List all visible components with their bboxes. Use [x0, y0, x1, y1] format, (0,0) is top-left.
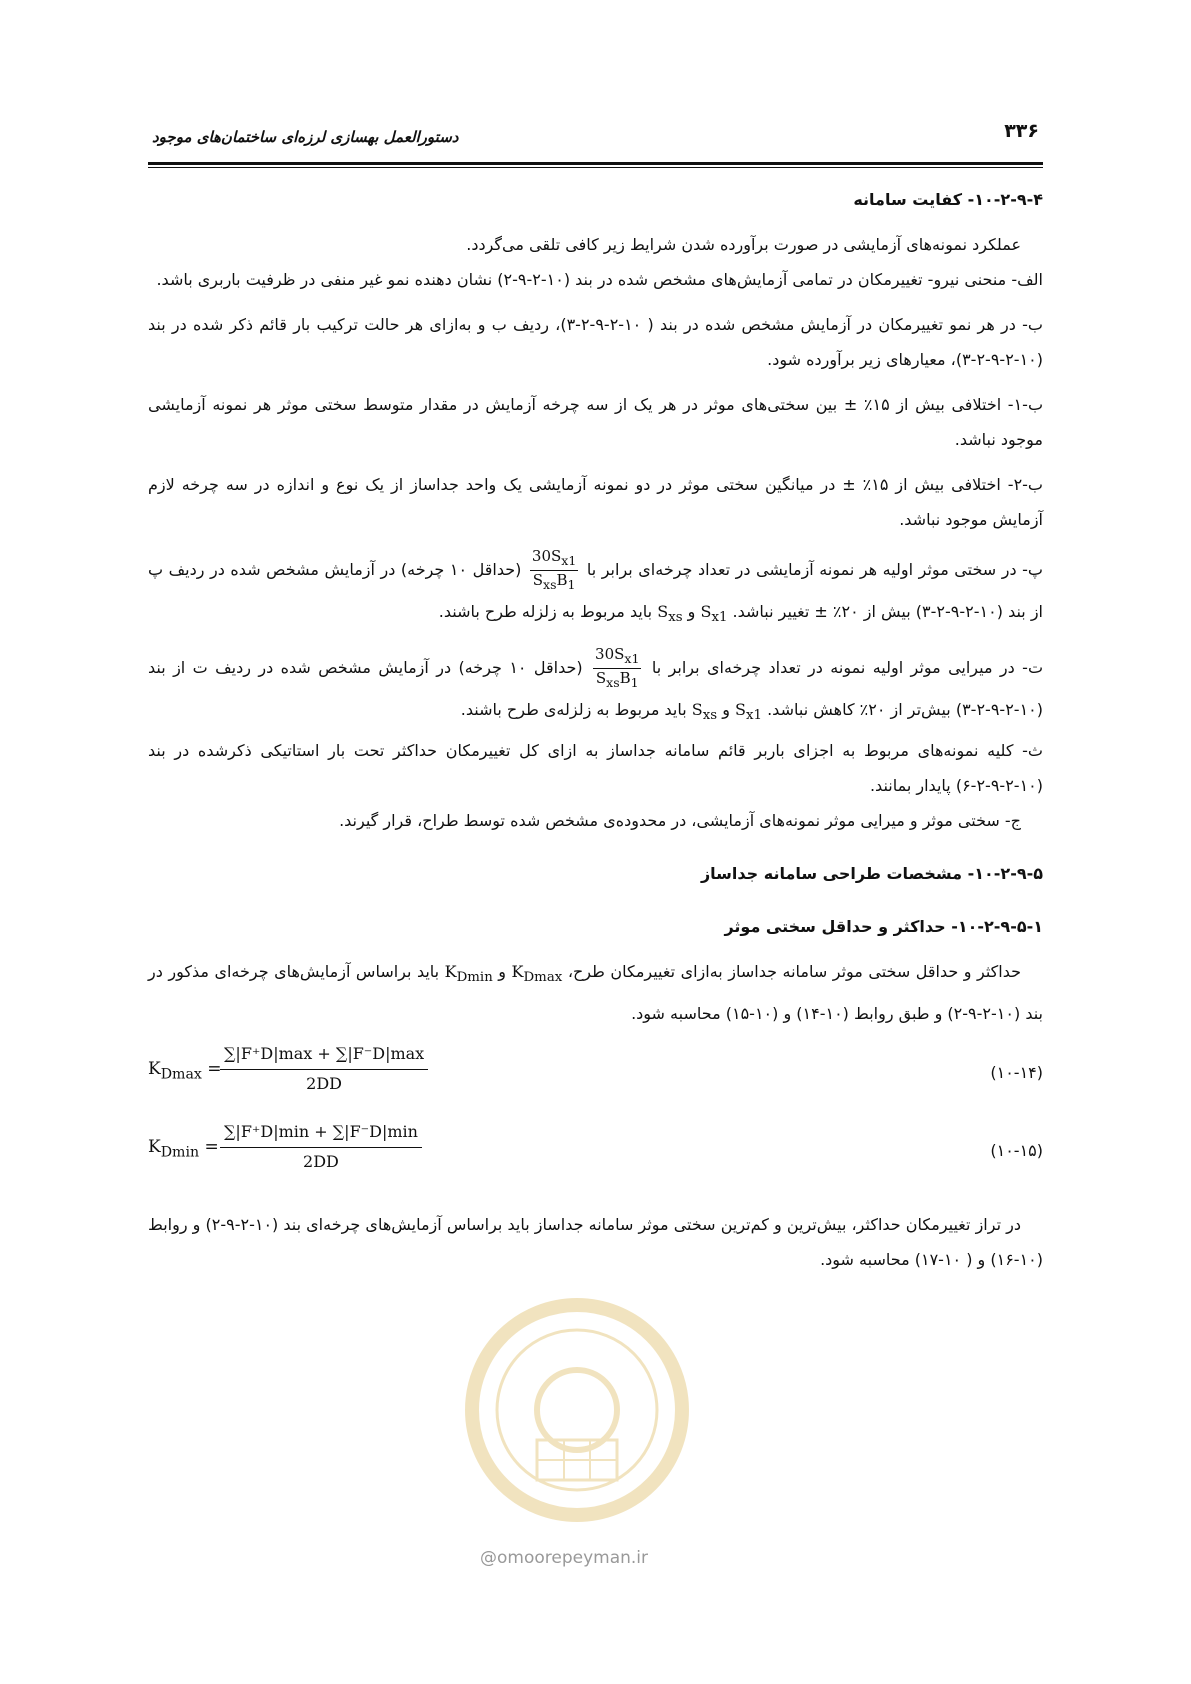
- equation-fraction: ∑|F⁺D|max + ∑|F⁻D|max 2DD: [220, 1041, 428, 1098]
- symbol-sxs: $S_{xs}$: [691, 700, 718, 724]
- running-title: دستورالعمل بهسازی لرزه‌ای ساختمان‌های موجود: [152, 128, 459, 146]
- header-rule-thin: [148, 167, 1043, 168]
- item-alef: الف- منحنی نیرو- تغییرمکان در تمامی آزمایش‌های مشخص شده در بند (۱۰-۲-۹-۲) نشان دهنده نمو غیر منفی در ظرفیت باربری باشد.: [156, 270, 1043, 289]
- equation-fraction: ∑|F⁺D|min + ∑|F⁻D|min 2DD: [220, 1119, 422, 1176]
- closing-paragraph: در تراز تغییرمکان حداکثر، بیش‌ترین و کم‌ترین سختی موثر سامانه جداساز باید براساس آزمایش‌های چرخه‌ای بند (۱۰-۲-۹-۲) و روابط (۱۰-۱۶) و ( ۱۰-۱۷) محاسبه شود.: [148, 1214, 1043, 1269]
- equation-lhs: $K_{Dmin}$ =: [148, 1136, 219, 1160]
- section-heading-design-specs: ۱۰-۲-۹-۵- مشخصات طراحی سامانه جداساز: [700, 864, 1043, 884]
- header-rule: [148, 162, 1043, 165]
- item-se: ث- کلیه نمونه‌های مربوط به اجزای باربر قائم سامانه جداساز به ازای کل تغییرمکان حداکثر تحت بار استاتیکی ذکرشده در بند (۱۰-۲-۹-۲-۶) پایدار بمانند.: [148, 741, 1043, 796]
- item-be: ب- در هر نمو تغییرمکان در آزمایش مشخص شده در بند ( ۱۰-۲-۹-۲-۳)، ردیف ب و به‌ازای هر حالت ترکیب بار قائم ذکر شده در بند (۱۰-۲-۹-۲-۳)، معیارهای زیر برآورده شود.: [148, 315, 1043, 369]
- equation-kdmax: [148, 1041, 1043, 1119]
- item-pe-text-a: پ- در سختی موثر اولیه هر نمونه آزمایشی در تعداد چرخه‌ای برابر با: [586, 560, 1043, 579]
- equation-kdmin: [148, 1119, 1043, 1197]
- section-heading-adequacy: ۱۰-۲-۹-۴- کفایت سامانه: [853, 190, 1043, 209]
- equation-lhs: $K_{Dmax}$ =: [148, 1058, 222, 1082]
- item-te-text-c: باید مربوط به زلزله‌ی طرح باشند.: [460, 700, 687, 720]
- symbol-kdmin: $K_{Dmin}$: [444, 962, 493, 986]
- symbol-sxs: $S_{xs}$: [657, 602, 683, 626]
- watermark-site: @omoorepeyman.ir: [480, 1548, 649, 1568]
- symbol-sx1: $S_{x1}$: [700, 602, 728, 626]
- item-jim: ج- سختی موثر و میرایی موثر نمونه‌های آزمایشی، در محدوده‌ی مشخص شده توسط طراح، قرار گیرند.: [339, 811, 1021, 831]
- item-be-1: ب-۱- اختلافی بیش از ۱۵٪ ± بین سختی‌های موثر در هر یک از سه چرخه آزمایش در مقدار متوسط سختی موثر هر نمونه آزمایشی موجود نباشد.: [148, 395, 1044, 449]
- symbol-kdmax: $K_{Dmax}$: [511, 962, 563, 986]
- section-heading-stiffness: ۱۰-۲-۹-۵-۱- حداکثر و حداقل سختی موثر: [724, 917, 1043, 937]
- item-te-text-a: ت- در میرایی موثر اولیه نمونه در تعداد چرخه‌ای برابر با: [651, 658, 1044, 678]
- cycle-count-formula-2: $\frac{30S_{x1}}{S_{xs}B_1}$: [595, 645, 640, 691]
- item-pe-text-b: (حداقل ۱۰ چرخه) در آزمایش مشخص شده در ردیف پ از بند (۱۰-۲-۹-۲-۳) بیش از ۲۰٪ ± تغییر نباشد.: [148, 560, 1043, 621]
- stiffness-paragraph: حداکثر و حداقل سختی موثر سامانه جداساز به‌ازای تغییرمکان طرح، $K_{Dmax}$ و $K_{Dmin}$ باید براساس آزمایش‌های چرخه‌ای مذکور در بند (۱۰-۲-۹-۲) و طبق روابط (۱۰-۱۴) و (۱۰-۱۵) محاسبه شود.: [148, 962, 1043, 1023]
- watermark-seal-icon: [452, 1290, 702, 1530]
- cycle-count-formula: $\frac{30S_{x1}}{S_{xs}B_1}$: [531, 547, 577, 592]
- item-be-2: ب-۲- اختلافی بیش از ۱۵٪ ± در میانگین سختی موثر در دو نمونه آزمایشی یک واحد جداساز از یک نوع و اندازه در سه چرخه لازم آزمایش موجود نباشد.: [148, 475, 1043, 529]
- item-te-text-b: (حداقل ۱۰ چرخه) در آزمایش مشخص شده در ردیف ت از بند (۱۰-۲-۹-۲-۳) بیش‌تر از ۲۰٪ کاهش نباشد.: [148, 658, 1043, 720]
- item-pe-text-c: باید مربوط به زلزله طرح باشند.: [438, 602, 653, 621]
- intro-paragraph: عملکرد نمونه‌های آزمایشی در صورت برآورده شدن شرایط زیر کافی تلقی می‌گردد.: [466, 235, 1021, 254]
- page-number: ۳۳۶: [1004, 120, 1039, 142]
- item-te: ت- در میرایی موثر اولیه نمونه در تعداد چرخه‌ای برابر با $\frac{30S_{x1}}{S_{xs}B_1}$ (حداقل ۱۰ چرخه) در آزمایش مشخص شده در ردیف ت از بند (۱۰-۲-۹-۲-۳) بیش‌تر از ۲۰٪ کاهش نباشد. $S_{x1}$ و $S_{xs}$ باید مربوط به زلزله‌ی طرح باشند.: [148, 645, 1044, 724]
- item-pe: پ- در سختی موثر اولیه هر نمونه آزمایشی در تعداد چرخه‌ای برابر با $\frac{30S_{x1}}{S_{xs}B_1}$ (حداقل ۱۰ چرخه) در آزمایش مشخص شده در ردیف پ از بند (۱۰-۲-۹-۲-۳) بیش از ۲۰٪ ± تغییر نباشد. $S_{x1}$ و $S_{xs}$ باید مربوط به زلزله طرح باشند.: [148, 547, 1043, 626]
- equation-number: (۱۰-۱۴): [990, 1062, 1043, 1082]
- equation-number: (۱۰-۱۵): [990, 1140, 1043, 1160]
- symbol-sx1: $S_{x1}$: [735, 700, 762, 724]
- page-body: [148, 182, 1043, 1277]
